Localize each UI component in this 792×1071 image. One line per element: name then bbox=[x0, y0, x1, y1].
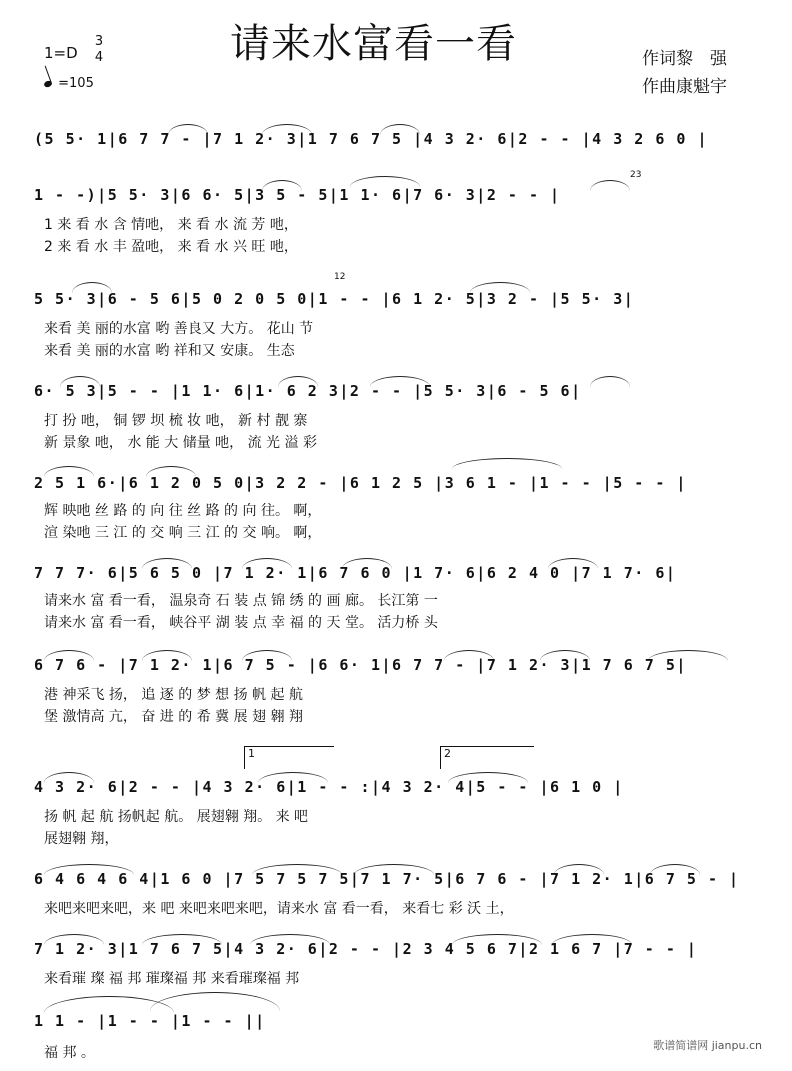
grace-note-mark: 23 bbox=[630, 170, 642, 180]
slur bbox=[252, 864, 342, 875]
score-line-3 bbox=[0, 290, 792, 312]
quarter-note-icon bbox=[43, 80, 53, 88]
composer-credit: 作曲康魁宇 bbox=[642, 77, 727, 97]
slur bbox=[44, 864, 134, 875]
slur bbox=[72, 282, 112, 293]
notation-line: 6· 5 3|5 - - |1 1· 6|1· 6 2 3|2 - - |5 5· 3|6 - 5 6| bbox=[34, 382, 582, 400]
score-line-8 bbox=[0, 778, 792, 800]
notation-line: 1 - -)|5 5· 3|6 6· 5|3 5 - 5|1 1· 6|7 6· 3|2 - - | bbox=[34, 186, 561, 204]
slur bbox=[278, 376, 318, 387]
lyric-verse-2: 来看 美 丽的水富 哟 祥和又 安康。 生态 bbox=[44, 343, 295, 358]
slur bbox=[470, 282, 530, 293]
slur bbox=[262, 180, 302, 191]
lyric-verse-2: 展翅翱 翔， bbox=[44, 831, 119, 846]
score-line-11 bbox=[0, 1012, 792, 1034]
site-watermark: 歌谱简谱网 jianpu.cn bbox=[653, 1039, 762, 1052]
score-line-10 bbox=[0, 940, 792, 962]
grace-note-mark: 12 bbox=[334, 272, 346, 282]
lyric-verse-1: 港 神采飞 扬， 追 逐 的 梦 想 扬 帆 起 航 bbox=[44, 687, 303, 702]
slur bbox=[552, 934, 632, 945]
score-line-2 bbox=[0, 186, 792, 208]
lyric-verse-1: 1 来 看 水 含 情吔， 来 看 水 流 芳 吔， bbox=[44, 217, 298, 232]
lyric-verse-2: 新 景象 吔， 水 能 大 储量 吔， 流 光 溢 彩 bbox=[44, 435, 317, 450]
slur bbox=[452, 934, 542, 945]
slur bbox=[590, 376, 630, 387]
slur bbox=[548, 558, 598, 569]
slur bbox=[250, 934, 330, 945]
notation-line: 6 7 6 - |7 1 2· 1|6 7 5 - |6 6· 1|6 7 7 - |7 1 2· 3|1 7 6 7 5| bbox=[34, 656, 687, 674]
lyric-verse-2: 2 来 看 水 丰 盈吔， 来 看 水 兴 旺 吔， bbox=[44, 239, 298, 254]
lyric-verse-1: 福 邦 。 bbox=[44, 1045, 95, 1060]
lyric-verse-1: 来看璀 璨 福 邦 璀璨福 邦 来看璀璨福 邦 bbox=[44, 971, 300, 986]
lyric-verse-1: 辉 映吔 丝 路 的 向 往 丝 路 的 向 往。 啊， bbox=[44, 503, 322, 518]
notation-line: 4 3 2· 6|2 - - |4 3 2· 6|1 - - :|4 3 2· 4|5 - - |6 1 0 | bbox=[34, 778, 624, 796]
first-ending-bracket bbox=[244, 746, 334, 769]
volta-1-label: 1 bbox=[248, 747, 255, 760]
slur bbox=[648, 650, 728, 661]
slur bbox=[650, 864, 700, 875]
slur bbox=[242, 558, 292, 569]
lyric-verse-1: 请来水 富 看一看， 温泉奇 石 装 点 锦 绣 的 画 廊。 长江第 一 bbox=[44, 593, 438, 608]
slur bbox=[590, 180, 630, 191]
notation-line: 5 5· 3|6 - 5 6|5 0 2 0 5 0|1 - - |6 1 2· 5|3 2 - |5 5· 3| bbox=[34, 290, 635, 308]
slur bbox=[146, 466, 196, 477]
slur bbox=[258, 772, 328, 783]
slur bbox=[370, 376, 430, 387]
slur bbox=[380, 124, 420, 135]
slur bbox=[262, 124, 312, 135]
slur bbox=[44, 772, 94, 783]
lyric-verse-2: 堡 激情高 亢， 奋 进 的 希 冀 展 翅 翱 翔 bbox=[44, 709, 303, 724]
slur bbox=[60, 376, 100, 387]
slur bbox=[452, 458, 562, 469]
lyric-verse-2: 渲 染吔 三 江 的 交 响 三 江 的 交 响。 啊， bbox=[44, 525, 322, 540]
notation-line: 7 7 7· 6|5 6 5 0 |7 1 2· 1|6 7 6 0 |1 7· 6|6 2 4 0 |7 1 7· 6| bbox=[34, 564, 677, 582]
lyric-verse-1: 来吧来吧来吧，来 吧 来吧来吧来吧，请来水 富 看一看， 来看七 彩 沃 土， bbox=[44, 901, 514, 916]
tie bbox=[150, 992, 280, 1011]
lyricist-credit: 作词黎 强 bbox=[642, 49, 727, 69]
slur bbox=[242, 650, 292, 661]
notation-line: 6 4 6 4 6 4|1 6 0 |7 5 7 5 7 5|7 1 7· 5|6 7 6 - |7 1 2· 1|6 7 5 - | bbox=[34, 870, 740, 888]
lyric-verse-1: 来看 美 丽的水富 哟 善良又 大方。 花山 节 bbox=[44, 321, 314, 336]
notation-line: 1 1 - |1 - - |1 - - || bbox=[34, 1012, 266, 1030]
slur bbox=[142, 558, 192, 569]
meter-top: 3 bbox=[94, 34, 104, 49]
lyric-verse-1: 打 扮 吔， 铜 锣 坝 梳 妆 吔， 新 村 靓 寨 bbox=[44, 413, 308, 428]
tempo-value: =105 bbox=[58, 76, 94, 91]
time-signature bbox=[92, 34, 106, 66]
second-ending-bracket bbox=[440, 746, 534, 769]
score-line-5 bbox=[0, 474, 792, 496]
slur bbox=[44, 466, 94, 477]
volta-2-label: 2 bbox=[444, 747, 451, 760]
song-title: 请来水富看一看 bbox=[230, 21, 517, 67]
key-signature: 1=D bbox=[44, 44, 78, 62]
score-line-6 bbox=[0, 564, 792, 586]
tempo-marking bbox=[44, 76, 94, 91]
slur bbox=[540, 650, 590, 661]
slur bbox=[354, 864, 434, 875]
slur bbox=[554, 864, 604, 875]
notation-line: (5 5· 1|6 7 7 - |7 1 2· 3|1 7 6 7 5 |4 3 2· 6|2 - - |4 3 2 6 0 | bbox=[34, 130, 708, 148]
slur bbox=[142, 934, 222, 945]
lyric-verse-2: 请来水 富 看一看， 峡谷平 湖 装 点 幸 福 的 天 堂。 活力桥 头 bbox=[44, 615, 438, 630]
notation-line: 2 5 1 6·|6 1 2 0 5 0|3 2 2 - |6 1 2 5 |3 6 1 - |1 - - |5 - - | bbox=[34, 474, 687, 492]
slur bbox=[168, 124, 208, 135]
slur bbox=[142, 650, 192, 661]
slur bbox=[44, 934, 104, 945]
meter-bottom: 4 bbox=[94, 50, 104, 65]
slur bbox=[350, 176, 420, 187]
slur bbox=[444, 650, 494, 661]
lyric-verse-1: 扬 帆 起 航 扬帆起 航。 展翅翱 翔。 来 吧 bbox=[44, 809, 309, 824]
notation-line: 7 1 2· 3|1 7 6 7 5|4 3 2· 6|2 - - |2 3 4 5 6 7|2 1 6 7 |7 - - | bbox=[34, 940, 698, 958]
slur bbox=[44, 650, 94, 661]
slur bbox=[342, 558, 392, 569]
slur bbox=[448, 772, 528, 783]
